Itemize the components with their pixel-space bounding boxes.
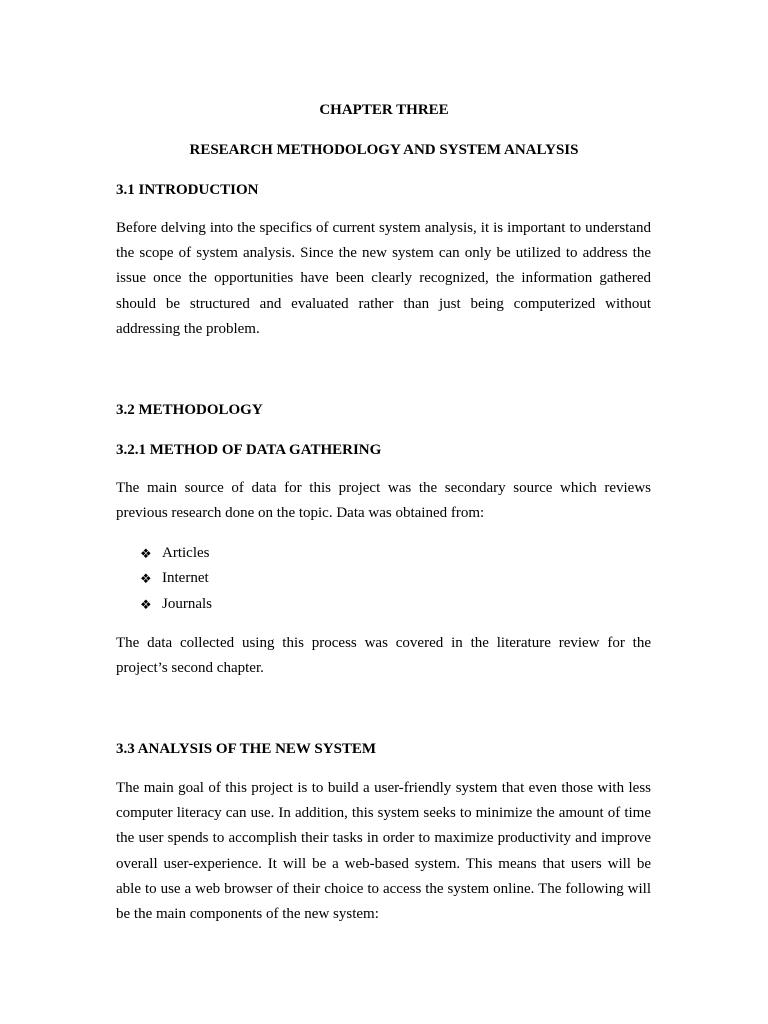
section-heading-introduction: 3.1 INTRODUCTION (116, 182, 259, 198)
section-heading-analysis: 3.3 ANALYSIS OF THE NEW SYSTEM (116, 741, 377, 757)
diamond-bullet-icon: ❖ (140, 596, 152, 612)
data-gathering-paragraph: The main source of data for this project was the secondary source which reviews previous research done on the topic. Data was obtained from: (116, 480, 651, 522)
analysis-paragraph: The main goal of this project is to build a user-friendly system that even those with less computer literacy can use. In addition, this system seeks to minimize the amount of time the user spends to accomplish their tasks in order to maximize productivity and improve overall user-experience. It will be a web-based system. This means that users will be able to use a web browser of their choice to access the system online. The following will be the main components of the new system: (116, 780, 651, 923)
list-item-label: Articles (162, 545, 210, 561)
list-item (140, 541, 212, 566)
list-item (140, 592, 212, 617)
diamond-bullet-icon: ❖ (140, 546, 152, 561)
chapter-subtitle: RESEARCH METHODOLOGY AND SYSTEM ANALYSIS (189, 142, 579, 158)
list-item-label: Journals (162, 595, 212, 612)
introduction-paragraph: Before delving into the specifics of current system analysis, it is important to understand the scope of system analysis. Since the new system can only be utilized to address the issue once the opportunities have been clearly recognized, the information gathered should be structured and evaluated rather than just being computerized without addressing the problem. (116, 220, 651, 337)
list-item-label: Internet (162, 570, 209, 587)
subsection-heading-data-gathering: 3.2.1 METHOD OF DATA GATHERING (116, 442, 382, 458)
data-collected-paragraph: The data collected using this process was covered in the literature review for the project’s second chapter. (116, 635, 651, 677)
chapter-title: CHAPTER THREE (319, 102, 449, 118)
data-sources-list (140, 541, 212, 617)
diamond-bullet-icon: ❖ (140, 571, 152, 587)
section-heading-methodology: 3.2 METHODOLOGY (116, 402, 263, 418)
list-item (140, 566, 212, 591)
